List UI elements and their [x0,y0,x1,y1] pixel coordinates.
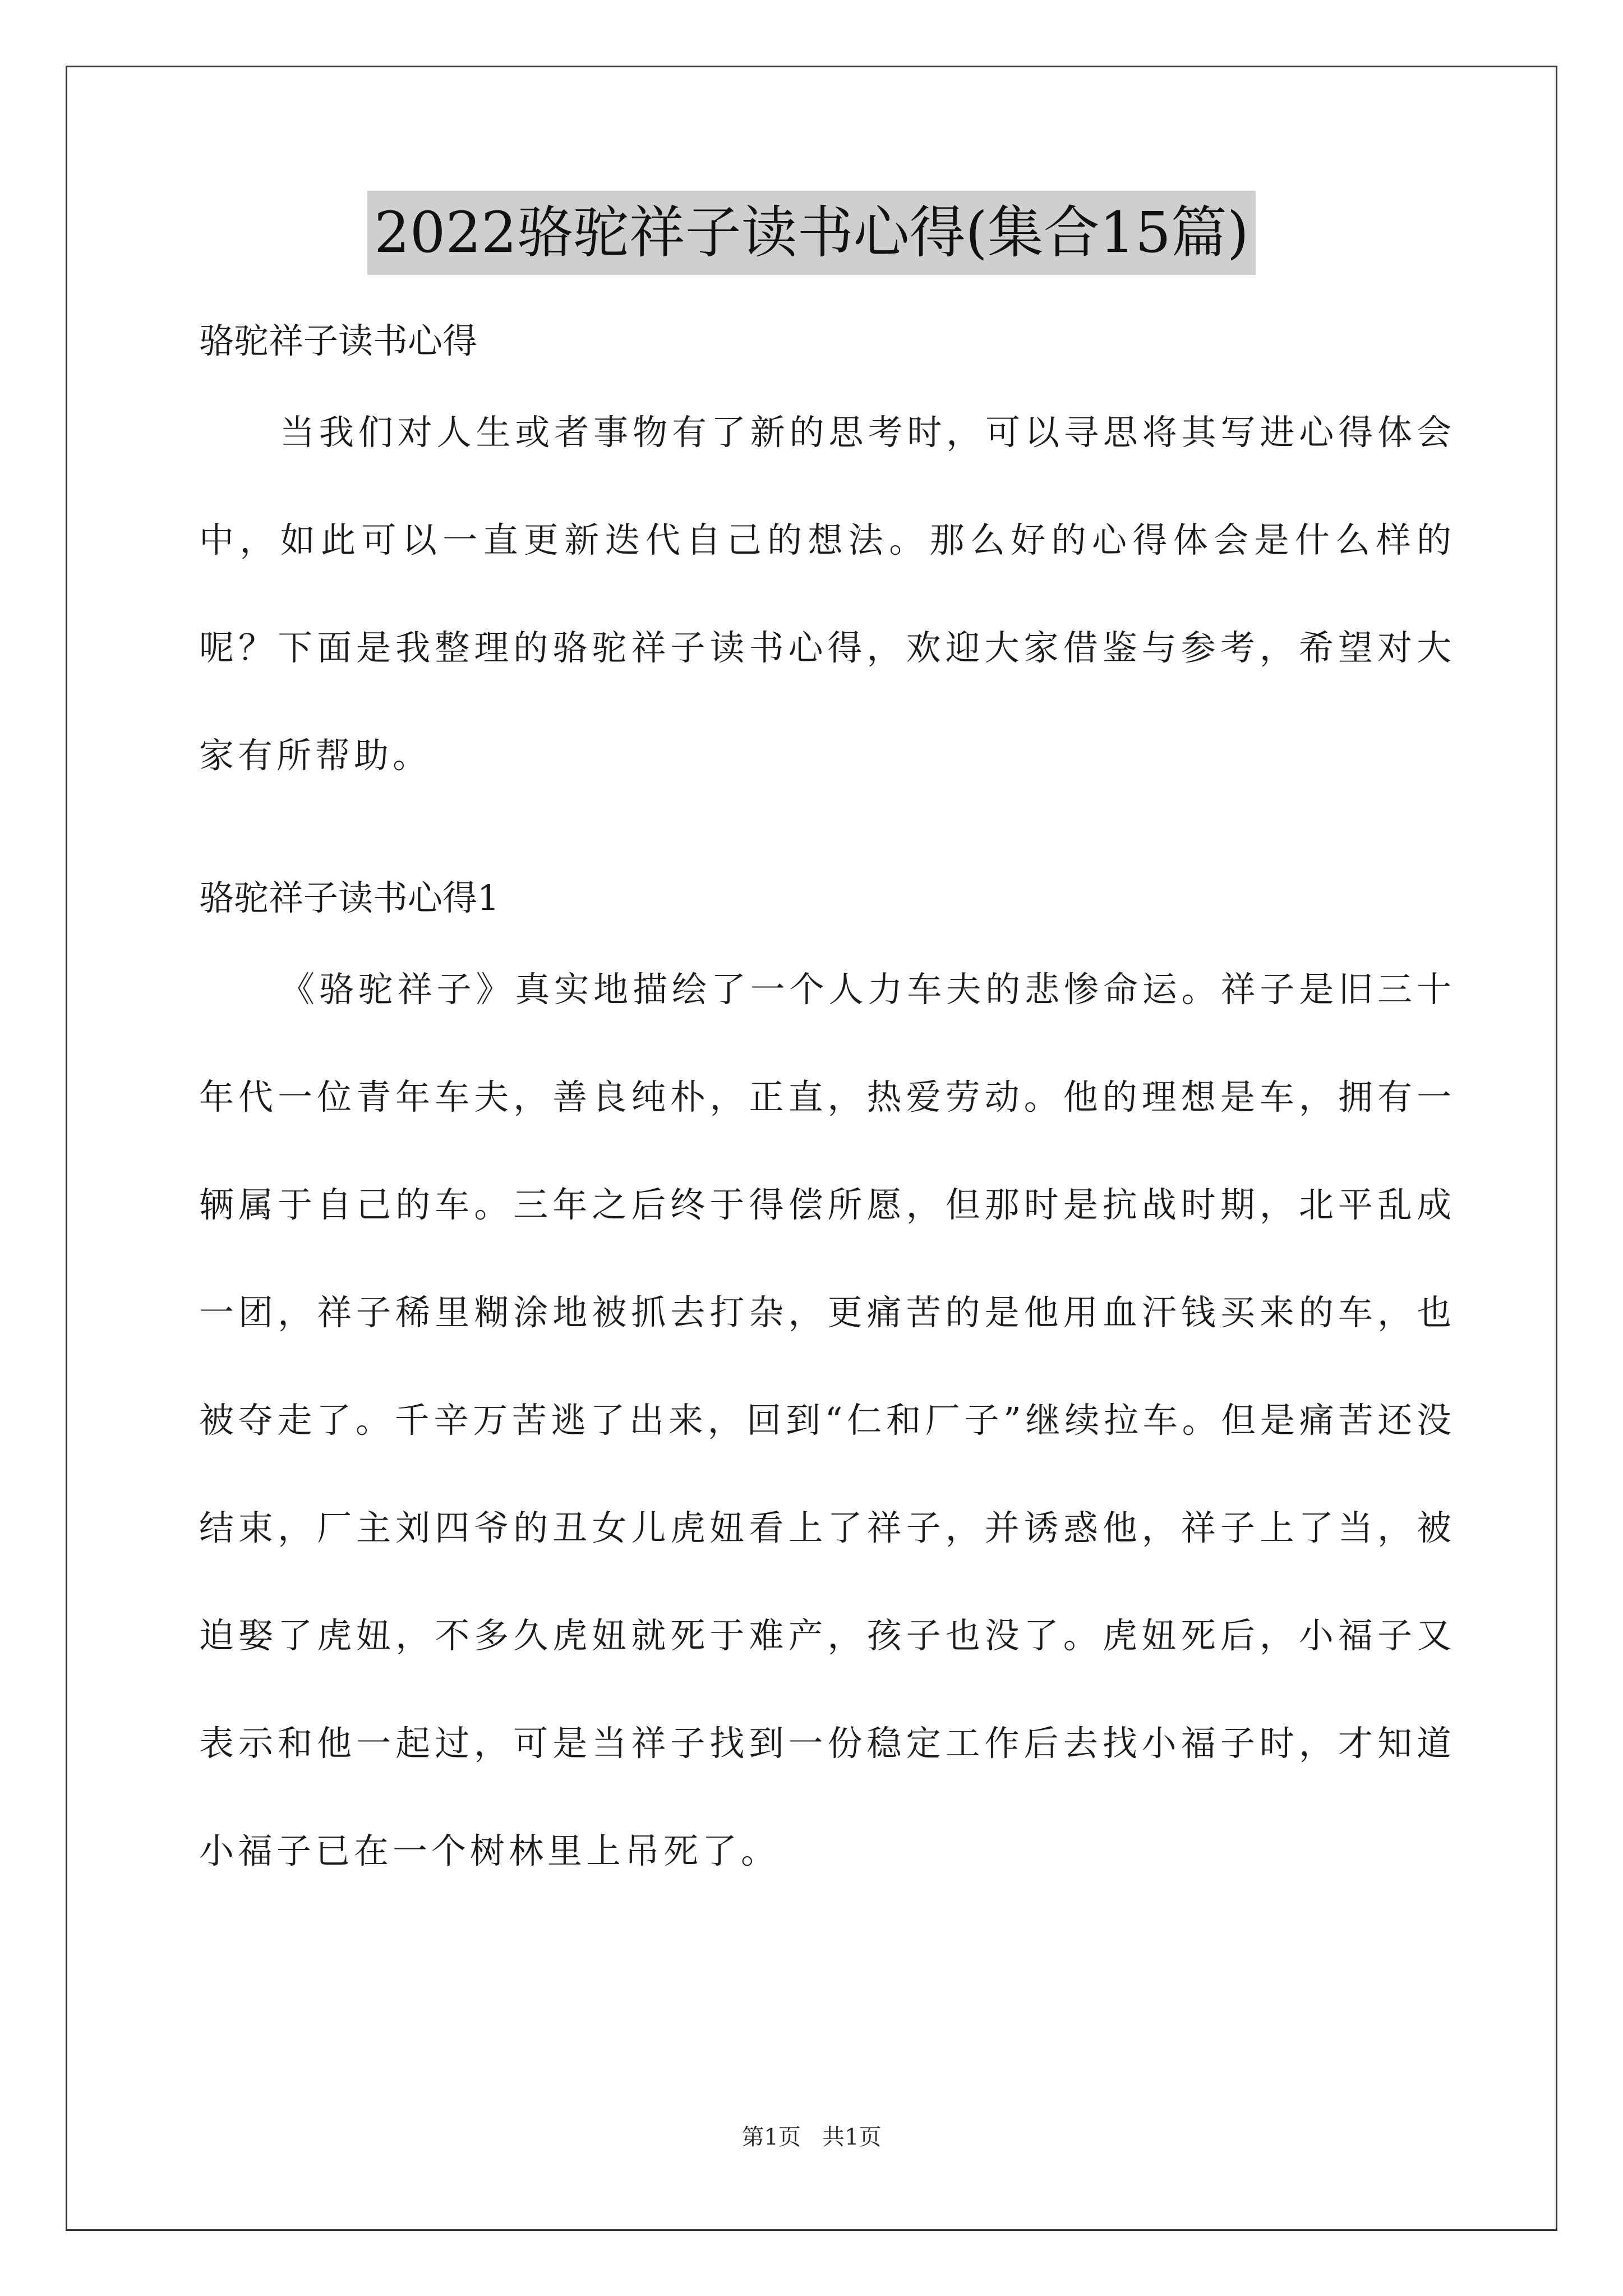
section-1-heading: 骆驼祥子读书心得1 [199,877,500,918]
document-title: 2022骆驼祥子读书心得(集合15篇) [367,191,1256,275]
title-container [0,191,1623,275]
intro-heading: 骆驼祥子读书心得 [199,320,478,361]
page-footer: 第1页 共1页 [741,2124,882,2150]
document-body [199,303,1455,1905]
section-1-paragraph: 《骆驼祥子》真实地描绘了一个人力车夫的悲惨命运。祥子是旧三十年代一位青年车夫，善良纯朴，正直，热爱劳动。他的理想是车，拥有一辆属于自己的车。三年之后终于得偿所愿，但那时是抗战时期，北平乱成一团，祥子稀里糊涂地被抓去打杂，更痛苦的是他用血汗钱买来的车，也被夺走了。千辛万苦逃了出来，回到“仁和厂子”继续拉车。但是痛苦还没结束，厂主刘四爷的丑女儿虎妞看上了祥子，并诱惑他，祥子上了当，被迫娶了虎妞，不多久虎妞就死于难产，孩子也没了。虎妞死后，小福子又表示和他一起过，可是当祥子找到一份稳定工作后去找小福子时，才知道小福子已在一个树林里上吊死了。 [199,969,1455,1871]
intro-paragraph: 当我们对人生或者事物有了新的思考时，可以寻思将其写进心得体会中，如此可以一直更新迭代自己的想法。那么好的心得体会是什么样的呢？下面是我整理的骆驼祥子读书心得，欢迎大家借鉴与参考，希望对大家有所帮助。 [199,412,1455,776]
